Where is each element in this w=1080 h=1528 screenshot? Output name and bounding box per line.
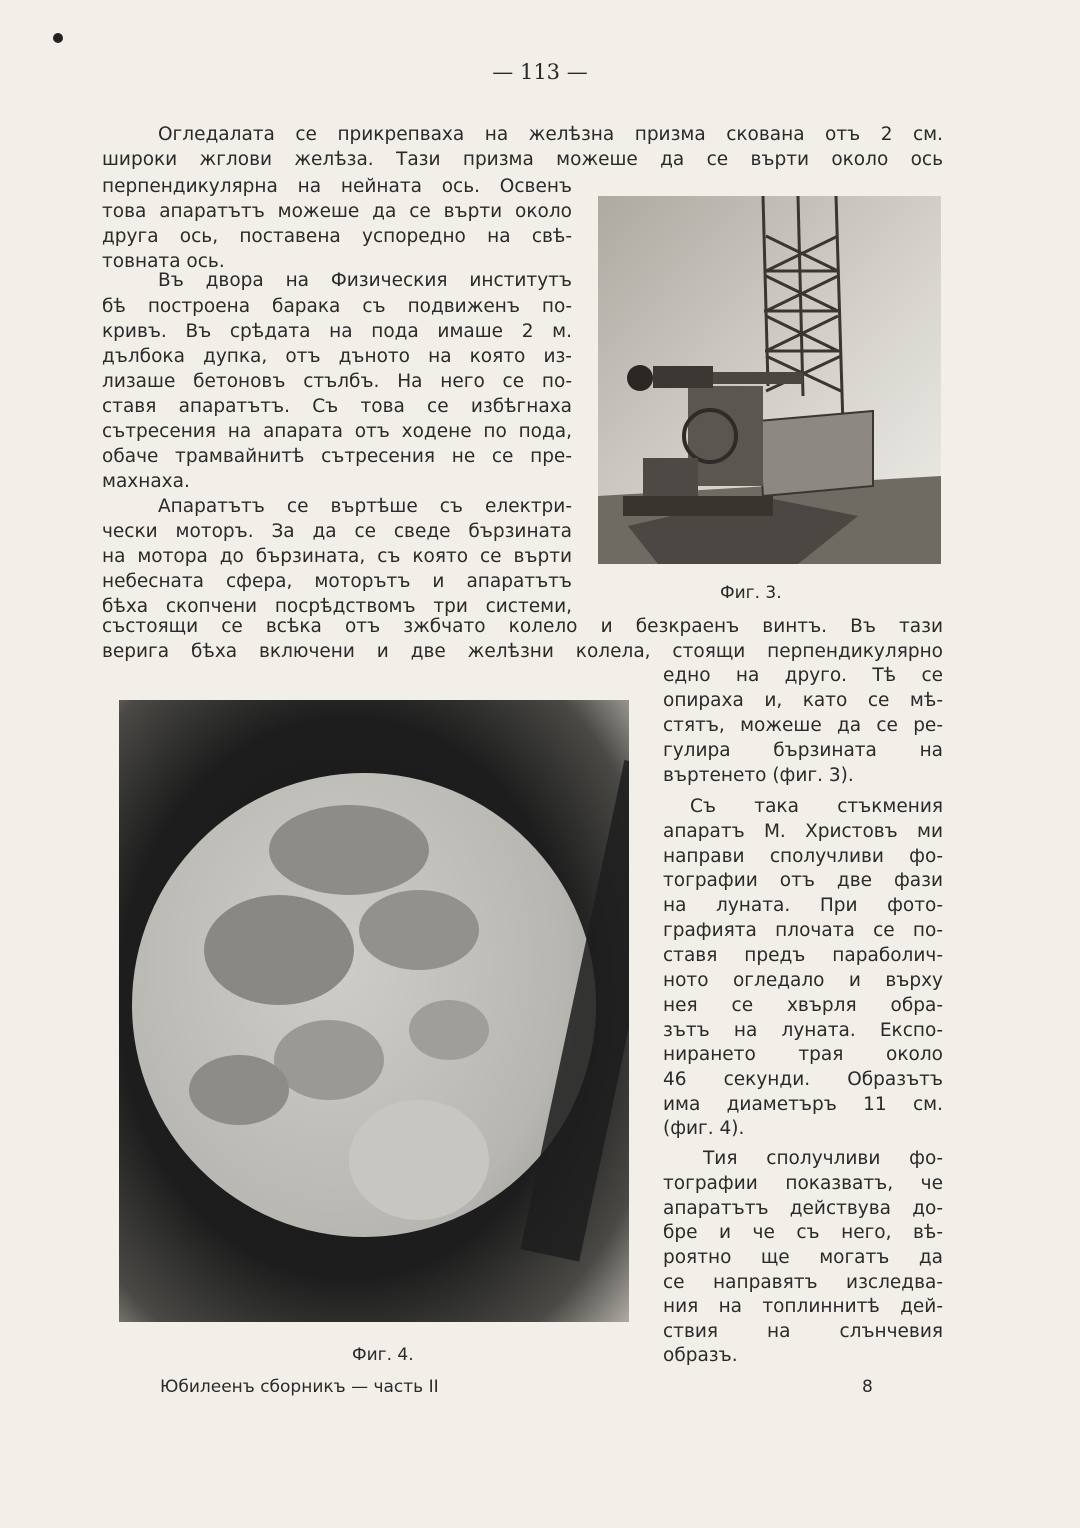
- text-line: ния на топлиннитѣ дей-: [663, 1296, 943, 1317]
- text-line: друга ось, поставена успоредно на свѣ-: [102, 226, 572, 247]
- text-line: Съ така стъкмения: [690, 796, 943, 817]
- text-line: чески моторъ. За да се сведе бързината: [102, 521, 572, 542]
- text-line: опираха и, като се мѣ-: [663, 690, 943, 711]
- text-line: обаче трамвайнитѣ сътресения не се пре-: [102, 446, 572, 467]
- text-line: зътъ на луната. Експо-: [663, 1020, 943, 1041]
- text-line: роятно ще могатъ да: [663, 1247, 943, 1268]
- text-line: стятъ, можеше да се ре-: [663, 715, 943, 736]
- figure-3-caption: Фиг. 3.: [720, 583, 782, 603]
- text-line: едно на друго. Тѣ се: [663, 665, 943, 686]
- text-line: ставя апаратътъ. Съ това се избѣгнаха: [102, 396, 572, 417]
- text-line: на луната. При фото-: [663, 895, 943, 916]
- text-line: лизаше бетоновъ стълбъ. На него се по-: [102, 371, 572, 392]
- text-line: направи сполучливи фо-: [663, 846, 943, 867]
- text-line: ставя предъ параболич-: [663, 945, 943, 966]
- footer-signature: 8: [862, 1377, 873, 1397]
- text-line: (фиг. 4).: [663, 1118, 745, 1139]
- page-number: — 113 —: [492, 60, 588, 84]
- text-line: ствия на слънчевия: [663, 1321, 943, 1342]
- text-line: Въ двора на Физическия институтъ: [158, 270, 572, 291]
- text-line: махнаха.: [102, 471, 190, 492]
- text-line: Тия сполучливи фо-: [703, 1148, 943, 1169]
- text-line: бѣ построена барака съ подвиженъ по-: [102, 296, 572, 317]
- text-line: товната ось.: [102, 251, 225, 272]
- text-line: гулира бързината на: [663, 740, 943, 761]
- text-line: небесната сфера, моторътъ и апаратътъ: [102, 571, 572, 592]
- text-line: Апаратътъ се въртѣше съ електри-: [158, 496, 572, 517]
- ink-dot: [53, 33, 63, 43]
- text-line: бѣха скопчени посрѣдствомъ три системи,: [102, 596, 572, 617]
- figure-4-caption: Фиг. 4.: [352, 1345, 414, 1365]
- text-line: бре и че съ него, вѣ-: [663, 1222, 943, 1243]
- text-line: широки жглови желѣза. Тази призма можеше да се върти около ось: [102, 149, 943, 170]
- text-line: 46 секунди. Образътъ: [663, 1069, 943, 1090]
- text-line: тографии показватъ, че: [663, 1173, 943, 1194]
- text-line: това апаратътъ можеше да се върти около: [102, 201, 572, 222]
- text-line: верига бѣха включени и две желѣзни колела, стоящи перпендикулярно: [102, 641, 943, 662]
- text-line: има диаметъръ 11 см.: [663, 1094, 943, 1115]
- figure-4-moon-photo: [119, 700, 629, 1322]
- text-line: Огледалата се прикрепваха на желѣзна призма скована отъ 2 см.: [158, 124, 943, 145]
- text-line: тографии отъ две фази: [663, 870, 943, 891]
- text-line: апаратъ М. Христовъ ми: [663, 821, 943, 842]
- text-line: нирането трая около: [663, 1044, 943, 1065]
- text-line: дълбока дупка, отъ дъното на която из-: [102, 346, 572, 367]
- text-line: състоящи се всѣка отъ зжбчато колело и безкраенъ винтъ. Въ тази: [102, 616, 943, 637]
- text-line: кривъ. Въ срѣдата на пода имаше 2 м.: [102, 321, 572, 342]
- text-line: въртенето (фиг. 3).: [663, 765, 854, 786]
- figure-3-apparatus-photo: [598, 196, 941, 564]
- text-line: образъ.: [663, 1345, 738, 1366]
- text-line: се направятъ изследва-: [663, 1272, 943, 1293]
- text-line: нея се хвърля обра-: [663, 995, 943, 1016]
- text-line: на мотора до бързината, съ която се върти: [102, 546, 572, 567]
- footer-title: Юбилеенъ сборникъ — часть II: [160, 1377, 439, 1397]
- text-line: графията плочата се по-: [663, 920, 943, 941]
- text-line: ното огледало и върху: [663, 970, 943, 991]
- text-line: перпендикулярна на нейната ось. Освенъ: [102, 176, 572, 197]
- text-line: сътресения на апарата отъ ходене по пода,: [102, 421, 572, 442]
- text-line: апаратътъ действува до-: [663, 1198, 943, 1219]
